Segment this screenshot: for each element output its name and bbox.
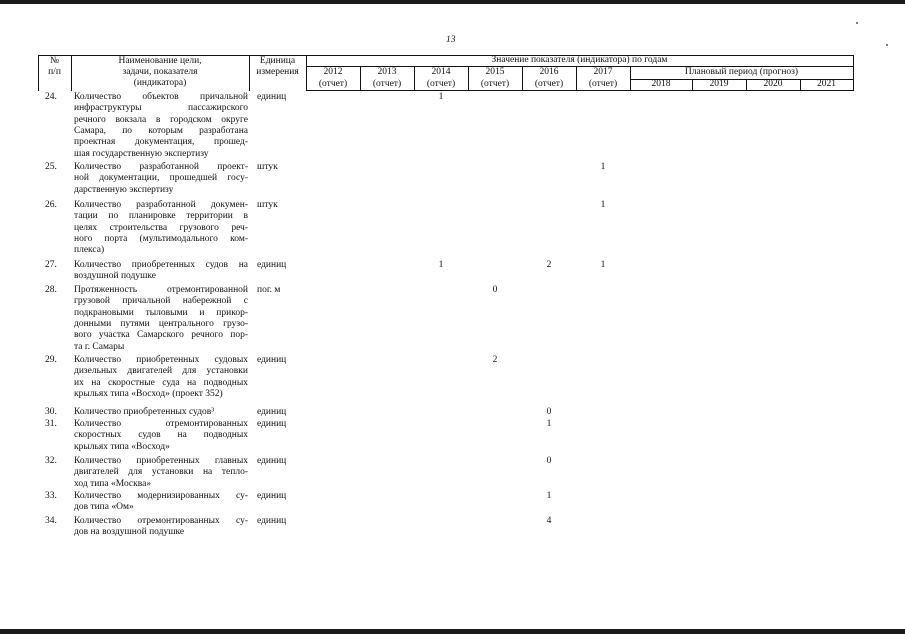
indicator-name-line: та г. Самары [74,341,125,352]
header-num-cell: № [49,56,60,66]
value-cell: 4 [546,516,552,526]
header-year-note: (отчет) [534,79,564,89]
indicator-name-line: скоростных судов на подводных [74,430,248,441]
header-plan-year: 2018 [651,79,671,89]
indicator-name-line: дов на воздушной подушке [74,527,185,538]
header-right-border [853,55,854,91]
unit-cell: единиц [257,419,287,429]
indicator-name-line: Количество отремонтированных су- [74,516,248,526]
header-unit-cell: Единица [259,56,296,66]
indicator-name-line: шая государственную экспертизу [74,148,209,159]
indicator-name-line: грузовой причальной набережной с [74,296,248,307]
indicator-name-line: их на скоростные суда на подводных [74,377,248,388]
indicator-name-line: дов типа «Ом» [74,502,134,513]
unit-cell: единиц [257,456,287,466]
row-number: 33. [45,491,57,501]
value-cell: 0 [546,407,552,417]
value-cell: 1 [546,491,552,501]
indicator-name-line: Количество разработанной докумен- [74,200,248,210]
bottom-scan-border [0,629,905,634]
row-number: 24. [45,92,57,102]
row-number: 34. [45,516,57,526]
header-plan-year: 2020 [763,79,783,89]
value-cell: 1 [600,200,606,210]
value-cell: 1 [600,260,606,270]
header-name-cell: Наименование цели, [118,56,202,66]
header-plan-year: 2019 [709,79,729,89]
indicator-name-line: речного вокзала в городском округе [74,114,248,125]
header-num-cell: п/п [48,67,61,77]
top-scan-border [0,0,905,4]
indicator-name-line: ход типа «Москва» [74,478,152,489]
indicator-name-line: крыльях типа «Восход» (проект 352) [74,388,223,399]
indicator-name-line: ного порта (мультимодального ком- [74,233,248,244]
header-year-note: (отчет) [318,79,348,89]
header-plan-year: 2021 [817,79,836,89]
header-values-title: Значение показателя (индикатора) по годам [491,55,668,65]
row-number: 28. [45,285,57,295]
row-number: 27. [45,260,57,270]
header-name-cell: (индикатора) [133,78,187,88]
indicator-name-line: Количество приобретенных судов на [74,260,248,270]
indicator-name-line: Количество приобретенных главных [74,456,248,466]
scan-speck [856,22,858,24]
header-year: 2013 [377,67,397,77]
header-year: 2014 [431,67,451,77]
indicator-name-line: инфраструктуры пассажирского [74,103,248,114]
header-name-cell: задачи, показателя [122,67,198,77]
value-cell: 1 [600,162,606,172]
indicator-name-line: Количество разработанной проект- [74,162,248,172]
value-cell: 0 [546,456,552,466]
indicator-name-line: плекса) [74,245,105,256]
value-cell: 1 [546,419,552,429]
row-number: 25. [45,162,57,172]
header-year: 2012 [323,67,343,77]
indicator-name-line: донными путями центрального грузо- [74,318,248,329]
unit-cell: единиц [257,516,287,526]
indicator-name-line: тации по планировке территории в [74,211,248,222]
indicator-name-line: дарственную экспертизу [74,184,174,195]
indicator-name-line: ной документации, прошедшей госу- [74,173,248,184]
unit-cell: единиц [257,407,287,417]
header-year-note: (отчет) [480,79,510,89]
header-year: 2015 [485,67,505,77]
indicator-name-line: целях строительства грузового реч- [74,222,248,233]
scan-speck [886,44,888,46]
unit-cell: штук [257,200,278,210]
row-number: 30. [45,407,57,417]
header-year-note: (отчет) [588,79,618,89]
indicator-name-line: Количество объектов причальной [74,92,248,102]
value-cell: 1 [438,260,444,270]
indicator-name-line: Самара, по которым разработана [74,125,248,136]
unit-cell: единиц [257,92,287,102]
row-number: 29. [45,355,57,365]
unit-cell: штук [257,162,278,172]
row-number: 26. [45,200,57,210]
indicator-name-line: подкрановыми тыловыми и прикор- [74,307,248,318]
header-year-note: (отчет) [426,79,456,89]
value-cell: 0 [492,285,498,295]
row-number: 32. [45,456,57,466]
value-cell: 1 [438,92,444,102]
value-cell: 2 [492,355,498,365]
indicator-name-line: воздушной подушке [74,271,156,282]
header-unit-cell: измерения [256,67,299,77]
page-number: 13 [446,35,456,45]
indicator-name-line: Протяженность отремонтированной [74,285,248,295]
indicator-name-line: вого участка Самарского речного пор- [74,330,248,341]
header-bottom-border [306,90,853,91]
unit-cell: пог. м [257,285,281,295]
row-number: 31. [45,419,57,429]
indicator-name-line: двигателей для установки на тепло- [74,467,248,478]
indicator-name-line: Количество приобретенных судовых [74,355,248,365]
unit-cell: единиц [257,260,287,270]
unit-cell: единиц [257,355,287,365]
indicator-name-line: крыльях типа «Восход» [74,441,170,452]
indicator-name-line: Количество модернизированных су- [74,491,248,501]
header-plan-title: Плановый период (прогноз) [684,67,799,77]
value-cell: 2 [546,260,552,270]
indicator-name-line: дизельных двигателей для установки [74,366,248,377]
header-year: 2016 [539,67,559,77]
indicator-name-line: Количество приобретенных судов³ [74,407,215,417]
unit-cell: единиц [257,491,287,501]
header-year-note: (отчет) [372,79,402,89]
indicator-name-line: проектная документация, прошед- [74,137,248,148]
indicator-name-line: Количество отремонтированных [74,419,248,429]
header-year: 2017 [593,67,613,77]
